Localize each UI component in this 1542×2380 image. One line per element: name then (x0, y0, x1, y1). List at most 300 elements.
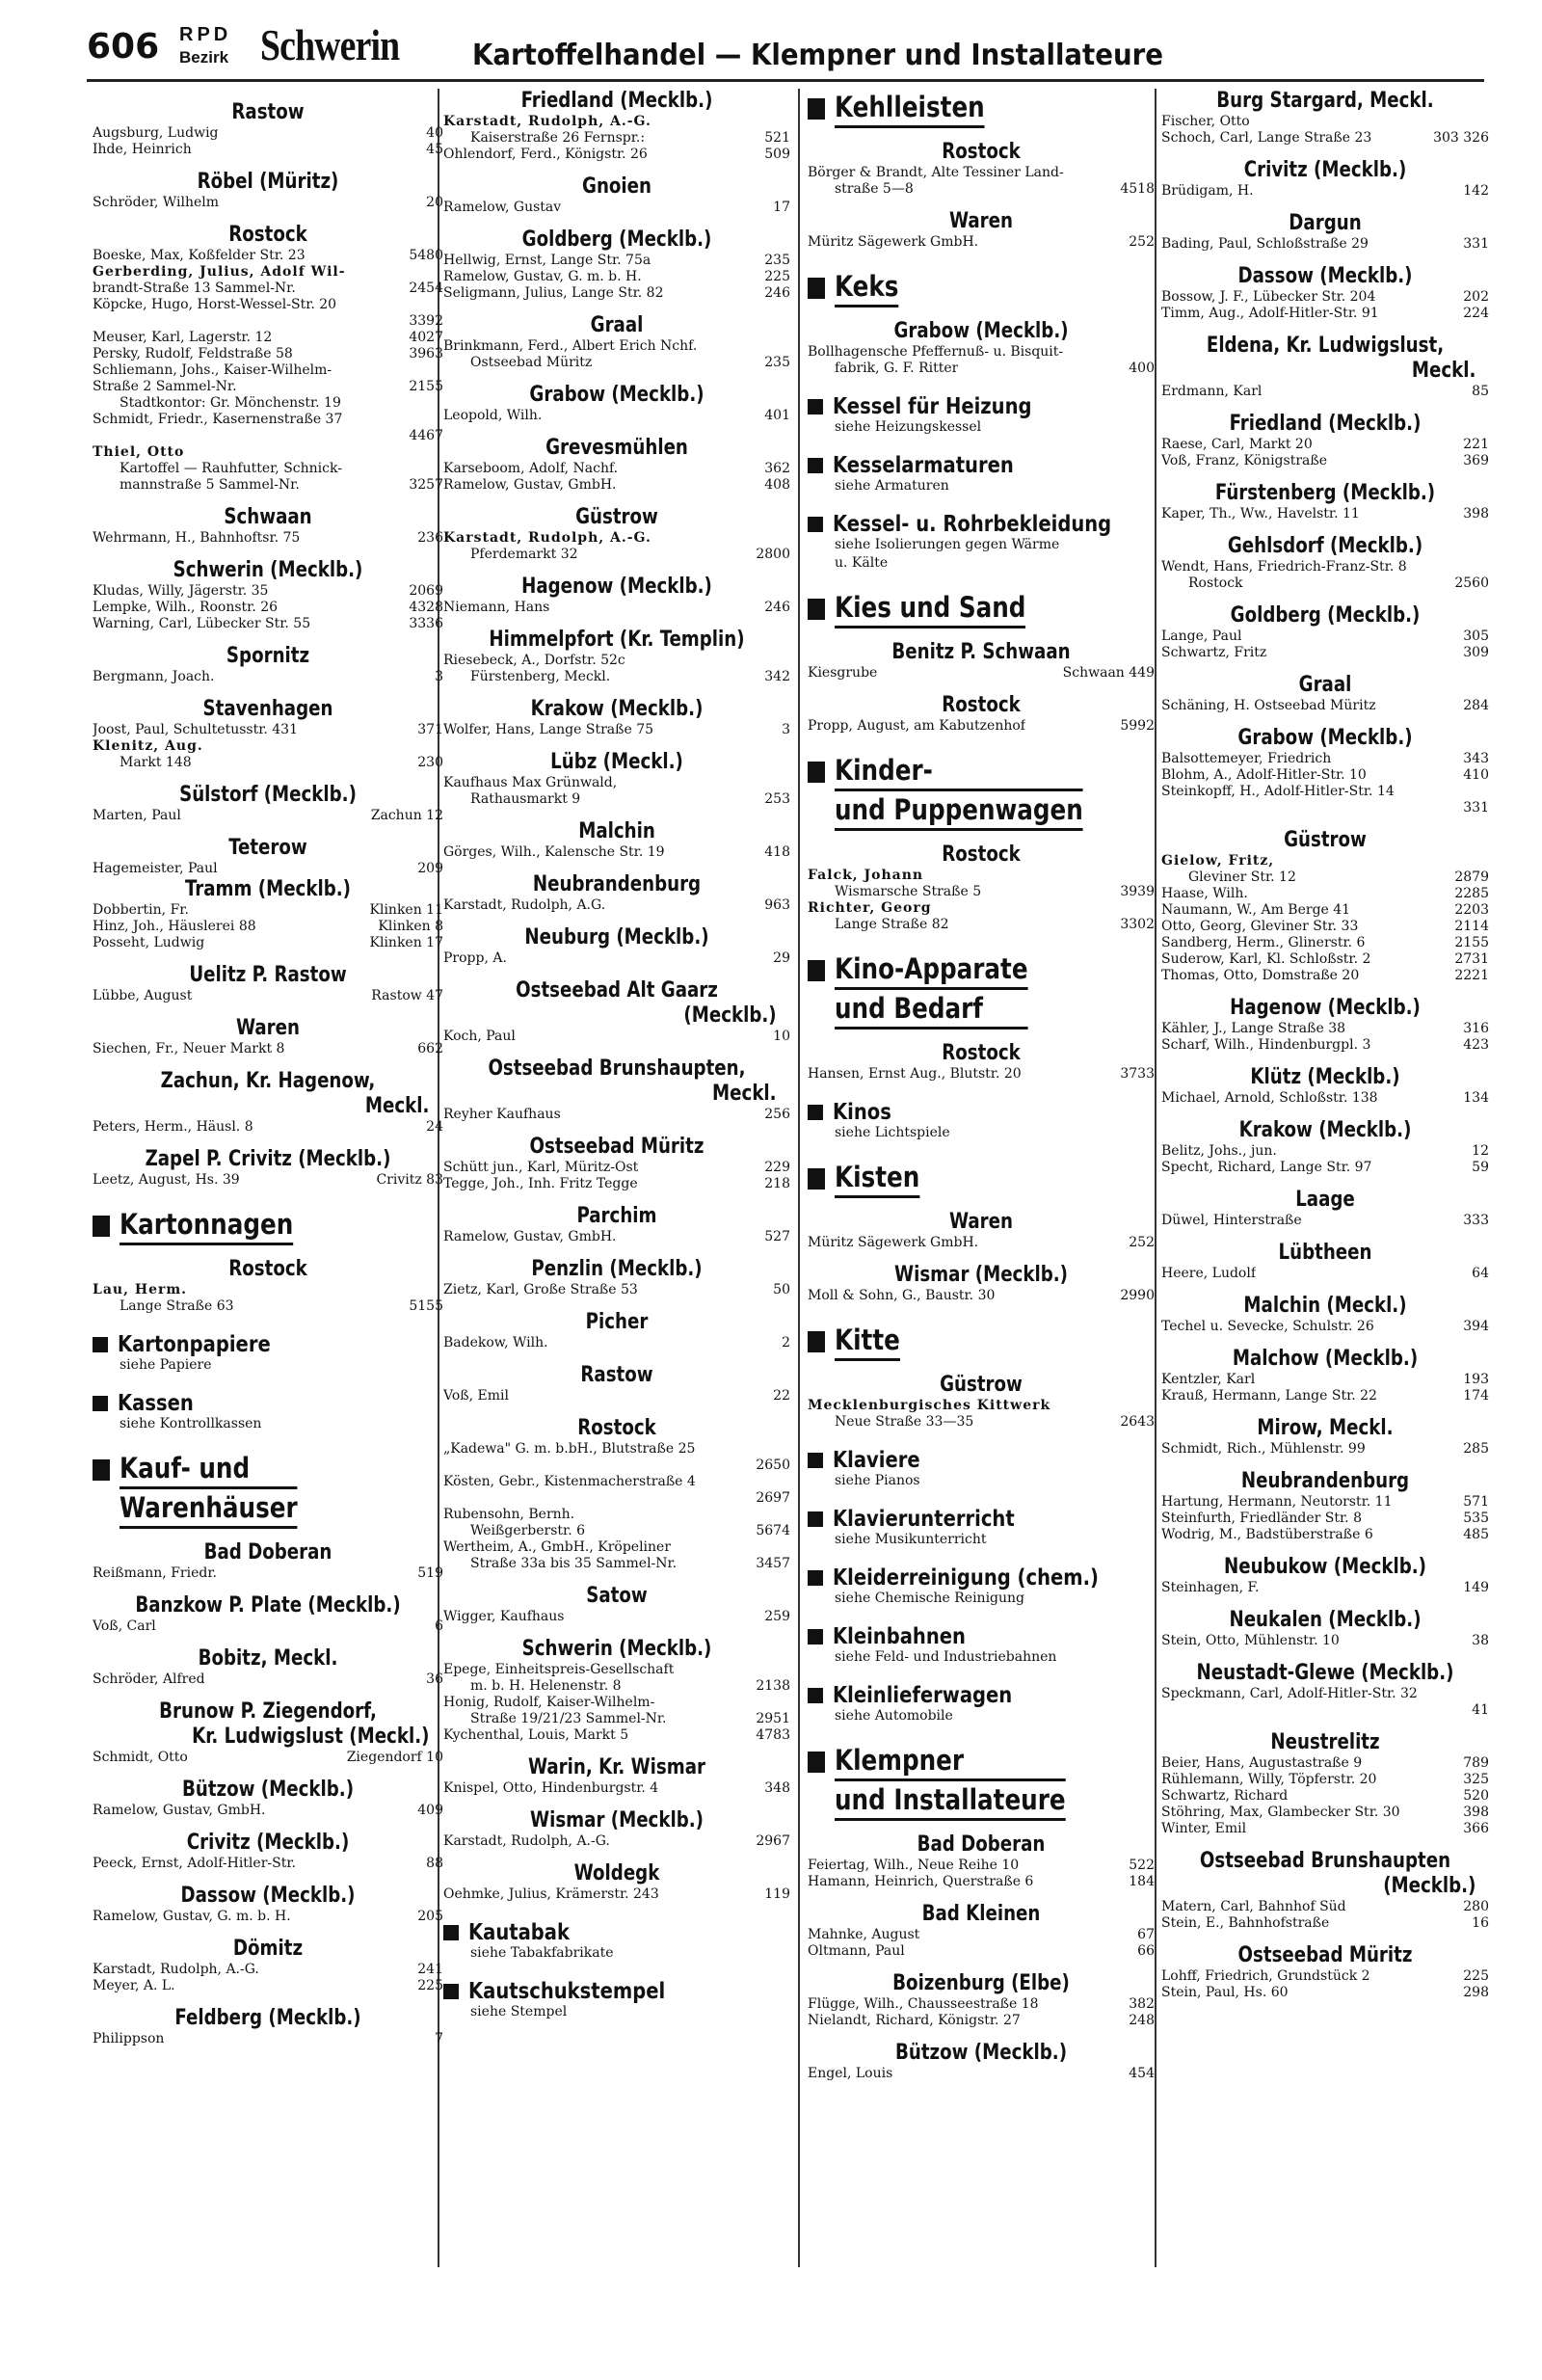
listing-row (93, 583, 443, 600)
locality-heading: Wismar (Mecklb.) (894, 1263, 1068, 1287)
category-heading (93, 1391, 443, 1416)
locality-heading: Rostock (228, 223, 307, 247)
category-bullet-icon (93, 1459, 110, 1481)
listing-number: 2454 (409, 281, 443, 296)
locality-heading: Stavenhagen (202, 697, 333, 721)
listing-row (93, 1172, 443, 1189)
category-heading (443, 1979, 790, 2004)
listing-number: 246 (764, 285, 790, 301)
listing-row (443, 1523, 790, 1539)
listing-row (1161, 1580, 1489, 1596)
listing-name: Börger & Brandt, Alte Tessiner Land- (808, 165, 1064, 180)
locality-heading: Himmelpfort (Kr. Templin) (489, 628, 745, 652)
category-bullet-icon (808, 1511, 823, 1527)
listing-name: Ramelow, Gustav, GmbH. (443, 477, 617, 493)
locality-heading: Rostock (942, 1041, 1021, 1065)
listing-name: Schwartz, Richard (1161, 1788, 1289, 1804)
listing-number: 174 (1463, 1388, 1489, 1404)
listing-name: Düwel, Hinterstraße (1161, 1213, 1302, 1228)
listing-number: Zachun 12 (370, 808, 443, 823)
locality-heading: Bobitz, Meckl. (198, 1646, 338, 1671)
listing-number: 2879 (1454, 869, 1489, 885)
listing-row (1161, 853, 1489, 869)
listing-name: Karstadt, Rudolph, A.-G. (93, 1962, 259, 1977)
listing-name: Steinkopff, H., Adolf-Hitler-Str. 14 (1161, 784, 1395, 799)
listing-name: Flügge, Wilh., Chausseestraße 18 (808, 1996, 1039, 2012)
category-heading (93, 1206, 443, 1245)
category-title (835, 1322, 900, 1361)
locality-heading: Burg Stargard, Meckl. (1216, 89, 1434, 113)
listing-row (443, 338, 790, 355)
locality-heading-cont: (Mecklb.) (1383, 1874, 1476, 1898)
listing-name: Kiesgrube (808, 665, 878, 681)
listing-number: 519 (417, 1565, 443, 1581)
listing-name: Niemann, Hans (443, 600, 550, 615)
locality-heading-cont: Meckl. (712, 1082, 777, 1106)
listing-name: Kaufhaus Max Grünwald, (443, 775, 618, 790)
locality-heading: Eldena, Kr. Ludwigslust, (1206, 334, 1445, 358)
category-title-line: und Installateure (835, 1781, 1066, 1821)
locality-heading: Krakow (Mecklb.) (1238, 1118, 1412, 1142)
listing-row (443, 775, 790, 791)
listing-name: Haase, Wilh. (1161, 886, 1248, 901)
listing-number: 305 (1463, 628, 1489, 644)
listing-row (443, 1695, 790, 1711)
locality-heading: Hagenow (Mecklb.) (1230, 996, 1421, 1020)
listing-number: 2990 (1120, 1288, 1155, 1303)
locality-heading: Güstrow (575, 505, 658, 529)
locality-heading: Neustadt-Glewe (Mecklb.) (1196, 1661, 1454, 1685)
listing-name: Ramelow, Gustav, GmbH. (93, 1803, 266, 1818)
category-title (120, 1206, 293, 1245)
listing-row (1161, 236, 1489, 253)
listing-row (443, 200, 790, 216)
listing-name: Propp, August, am Kabutzenhof (808, 718, 1025, 734)
listing-number: 4027 (409, 330, 443, 345)
category-title (833, 1448, 920, 1473)
listing-name: Specht, Richard, Lange Str. 97 (1161, 1160, 1372, 1175)
listing-row (93, 1750, 443, 1766)
listing-row (808, 2066, 1155, 2082)
district-title: Schwerin (260, 20, 400, 69)
listing-name: Bading, Paul, Schloßstraße 29 (1161, 236, 1369, 252)
listing-number: 16 (1472, 1915, 1489, 1931)
listing-row (443, 114, 790, 130)
listing-number: 285 (1463, 1441, 1489, 1457)
listing-name: Markt 148 (120, 755, 192, 770)
listing-row (93, 2031, 443, 2047)
category-title (468, 1979, 665, 2004)
listing-row (443, 791, 790, 808)
listing-name: Gerberding, Julius, Adolf Wil- (93, 264, 346, 280)
locality-heading: Banzkow P. Plate (Mecklb.) (135, 1593, 401, 1618)
see-reference: siehe Musikunterricht (835, 1532, 987, 1547)
listing-row (1161, 951, 1489, 968)
see-reference: siehe Isolierungen gegen Wärme (835, 537, 1060, 552)
listing-number: 342 (764, 669, 790, 684)
listing-name: Straße 2 Sammel-Nr. (93, 379, 237, 394)
listing-number: 149 (1463, 1580, 1489, 1595)
listing-name: Görges, Wilh., Kalensche Str. 19 (443, 844, 665, 860)
listing-row (443, 285, 790, 302)
listing-row (443, 1662, 790, 1678)
listing-name: Bossow, J. F., Lübecker Str. 204 (1161, 289, 1376, 305)
listing-number: 218 (764, 1176, 790, 1191)
listing-name: Suderow, Karl, Kl. Schloßstr. 2 (1161, 951, 1371, 967)
listing-name: Thomas, Otto, Domstraße 20 (1161, 968, 1360, 983)
locality-heading: Malchin (Meckl.) (1243, 1294, 1407, 1318)
listing-name: Kartoffel — Rauhfutter, Schnick- (120, 461, 342, 476)
listing-number: 253 (764, 791, 790, 807)
category-title-line: Kehlleisten (835, 89, 985, 128)
listing-row (443, 1711, 790, 1727)
listing-number: 2285 (1454, 886, 1489, 901)
listing-name: Beier, Hans, Augustastraße 9 (1161, 1755, 1363, 1771)
listing-name: Belitz, Johs., jun. (1161, 1143, 1277, 1159)
listing-row (443, 1160, 790, 1176)
category-title (835, 1742, 1066, 1821)
listing-number: Klinken 17 (369, 935, 443, 950)
listing-row (1161, 1143, 1489, 1160)
listing-row (1161, 1527, 1489, 1543)
listing-row (443, 1556, 790, 1572)
category-title-line: Kinos (833, 1100, 891, 1125)
locality-heading: Fürstenberg (Mecklb.) (1214, 481, 1436, 505)
listing-number: 3302 (1120, 917, 1155, 932)
listing-row (93, 738, 443, 755)
listing-number: 2560 (1454, 575, 1489, 591)
listing-number: 394 (1463, 1319, 1489, 1334)
listing-row (1161, 1633, 1489, 1649)
listing-row (93, 1803, 443, 1819)
locality-heading: Boizenburg (Elbe) (892, 1971, 1070, 1995)
locality-heading: Gnoien (582, 174, 651, 199)
locality-heading: Teterow (228, 836, 307, 860)
listing-row (1161, 919, 1489, 935)
category-title-line: und Puppenwagen (835, 791, 1083, 831)
listing-name: brandt-Straße 13 Sammel-Nr. (93, 281, 296, 296)
listing-number: 36 (426, 1671, 443, 1687)
listing-row (443, 253, 790, 269)
category-bullet-icon (808, 1453, 823, 1468)
listing-row (443, 269, 790, 285)
locality-heading: Schwerin (Mecklb.) (521, 1637, 712, 1661)
listing-name: Schäning, H. Ostseebad Müritz (1161, 698, 1376, 713)
locality-heading: Ostseebad Brunshaupten (1199, 1849, 1451, 1873)
listing-number: 221 (1463, 437, 1489, 452)
listing-number: 2967 (756, 1833, 790, 1849)
category-title (833, 1100, 891, 1125)
listing-number: 348 (764, 1780, 790, 1796)
listing-number: 205 (417, 1909, 443, 1924)
category-bullet-icon (93, 1216, 110, 1237)
listing-name: Oltmann, Paul (808, 1943, 905, 1959)
listing-row (808, 1858, 1155, 1874)
listing-row (1161, 1319, 1489, 1335)
category-title-line: Kino-Apparate (835, 950, 1028, 990)
listing-number: 366 (1463, 1821, 1489, 1836)
category-heading (808, 950, 1155, 1030)
listing-row (443, 653, 790, 669)
locality-heading: Warin, Kr. Wismar (528, 1755, 705, 1779)
listing-name: Hansen, Ernst Aug., Blutstr. 20 (808, 1066, 1022, 1082)
listing-row (443, 1833, 790, 1850)
category-title-line: und Bedarf (835, 990, 1028, 1030)
locality-heading: Brunow P. Ziegendorf, (159, 1699, 377, 1724)
listing-number: 3733 (1120, 1066, 1155, 1082)
listing-row (808, 361, 1155, 377)
listing-name: Pferdemarkt 32 (470, 547, 578, 562)
category-title-line: Kesselarmaturen (833, 453, 1014, 478)
listing-name: Weißgerberstr. 6 (470, 1523, 586, 1538)
listing-number: 230 (417, 755, 443, 770)
listing-row (93, 1565, 443, 1582)
listing-number: 20 (426, 195, 443, 210)
listing-name: Richter, Georg (808, 900, 932, 916)
listing-row (443, 1388, 790, 1404)
listing-name: Joost, Paul, Schultetusstr. 431 (93, 722, 298, 737)
listing-number: 184 (1129, 1874, 1155, 1889)
listing-number: 202 (1463, 289, 1489, 305)
category-title-line: Kautabak (468, 1920, 570, 1945)
listing-number: 7 (435, 2031, 443, 2046)
listing-name: Straße 19/21/23 Sammel-Nr. (470, 1711, 667, 1726)
listing-name: Wertheim, A., GmbH., Kröpeliner (443, 1539, 672, 1555)
listing-row (443, 1229, 790, 1245)
listing-name: Boeske, Max, Koßfelder Str. 23 (93, 248, 306, 263)
listing-row (808, 1414, 1155, 1431)
category-title-line: Kleinlieferwagen (833, 1683, 1013, 1708)
listing-number: 64 (1472, 1266, 1489, 1281)
listing-name: Epege, Einheitspreis-Gesellschaft (443, 1662, 675, 1677)
listing-number: 4467 (409, 428, 443, 443)
listing-row (808, 165, 1155, 181)
category-title-line: Kessel für Heizung (833, 394, 1032, 419)
listing-name: Sandberg, Herm., Glinerstr. 6 (1161, 935, 1366, 950)
listing-number: 3 (782, 722, 790, 737)
listing-number: 520 (1463, 1788, 1489, 1804)
category-bullet-icon (808, 1688, 823, 1703)
listing-name: Krauß, Hermann, Lange Str. 22 (1161, 1388, 1377, 1404)
locality-heading: Waren (949, 209, 1013, 233)
listing-row (443, 844, 790, 861)
category-heading (808, 1565, 1155, 1591)
listing-number: 398 (1463, 1805, 1489, 1820)
listing-name: Scharf, Wilh., Hindenburgpl. 3 (1161, 1037, 1371, 1053)
category-bullet-icon (808, 399, 823, 414)
locality-heading: Gehlsdorf (Mecklb.) (1227, 534, 1423, 558)
listing-row (93, 264, 443, 281)
listing-number: 509 (764, 147, 790, 162)
listing-name: Hagemeister, Paul (93, 861, 218, 876)
listing-number: 527 (764, 1229, 790, 1244)
listing-number: 333 (1463, 1213, 1489, 1228)
listing-number: 209 (417, 861, 443, 876)
listing-row (93, 1041, 443, 1057)
see-reference: siehe Armaturen (835, 478, 949, 494)
listing-name: Knispel, Otto, Hindenburgstr. 4 (443, 1780, 659, 1796)
listing-row (1161, 1372, 1489, 1388)
listing-row (1161, 437, 1489, 453)
listing-name: Techel u. Sevecke, Schulstr. 26 (1161, 1319, 1374, 1334)
listing-number: 284 (1463, 698, 1489, 713)
listing-number: 298 (1463, 1985, 1489, 2000)
listing-row (93, 902, 443, 919)
listing-name: Badekow, Wilh. (443, 1335, 548, 1350)
listing-name: Lange, Paul (1161, 628, 1242, 644)
listing-number: 409 (417, 1803, 443, 1818)
listing-number: 2155 (1454, 935, 1489, 950)
listing-number: 5480 (409, 248, 443, 263)
listing-name: Schröder, Alfred (93, 1671, 205, 1687)
category-heading (93, 1450, 443, 1529)
locality-heading: Rastow (580, 1363, 653, 1387)
listing-name: Fürstenberg, Meckl. (470, 669, 611, 684)
locality-heading: Tramm (Mecklb.) (185, 877, 351, 901)
category-title (833, 394, 1032, 419)
listing-row (808, 868, 1155, 884)
listing-row (1161, 575, 1489, 592)
locality-heading: Crivitz (Mecklb.) (186, 1831, 350, 1855)
listing-name: Persky, Rudolf, Feldstraße 58 (93, 346, 293, 361)
listing-row (1161, 902, 1489, 919)
listing-row (93, 616, 443, 632)
locality-heading: Crivitz (Mecklb.) (1243, 158, 1407, 182)
listing-name: Kaiserstraße 26 Fernspr.: (470, 130, 646, 146)
listing-number: 12 (1472, 1143, 1489, 1159)
locality-heading-cont: Meckl. (1411, 359, 1476, 383)
listing-name: Dobbertin, Fr. (93, 902, 189, 918)
listing-number: 67 (1137, 1927, 1155, 1942)
listing-number: 252 (1129, 1235, 1155, 1250)
listing-row (93, 988, 443, 1004)
locality-heading: Grevesmühlen (545, 436, 688, 460)
listing-number: 410 (1463, 767, 1489, 783)
column-1 (93, 89, 443, 2047)
listing-number: 248 (1129, 2013, 1155, 2028)
locality-heading: Neubrandenburg (532, 872, 702, 896)
category-bullet-icon (808, 98, 825, 120)
listing-row (1161, 968, 1489, 984)
listing-number: 369 (1463, 453, 1489, 468)
listing-row (443, 950, 790, 967)
category-heading (808, 589, 1155, 628)
listing-number: 454 (1129, 2066, 1155, 2081)
category-title-line: Kessel- u. Rohrbekleidung (833, 512, 1112, 537)
listing-row (808, 1874, 1155, 1890)
category-heading (808, 89, 1155, 128)
category-title (118, 1391, 194, 1416)
locality-heading: Graal (590, 313, 644, 337)
category-heading (808, 1742, 1155, 1821)
listing-number: 3392 (409, 313, 443, 329)
listing-name: m. b. H. Helenenstr. 8 (470, 1678, 622, 1694)
category-heading (808, 1322, 1155, 1361)
category-bullet-icon (808, 458, 823, 473)
locality-heading: Bützow (Mecklb.) (894, 2041, 1068, 2065)
category-bullet-icon (93, 1396, 108, 1411)
locality-heading: Malchin (578, 819, 655, 843)
locality-heading: Mirow, Meckl. (1257, 1416, 1394, 1440)
listing-name: Steinhagen, F. (1161, 1580, 1260, 1595)
listing-row (443, 1457, 790, 1474)
listing-number: 343 (1463, 751, 1489, 766)
listing-name: Matern, Carl, Bahnhof Süd (1161, 1899, 1346, 1914)
locality-heading: Neuburg (Mecklb.) (524, 925, 709, 949)
listing-number: 401 (764, 408, 790, 423)
listing-name: Mahnke, August (808, 1927, 920, 1942)
listing-row (1161, 751, 1489, 767)
listing-name: Schwartz, Fritz (1161, 645, 1267, 660)
listing-number: 3457 (756, 1556, 790, 1571)
see-reference: siehe Lichtspiele (835, 1125, 950, 1140)
listing-row (93, 935, 443, 951)
locality-heading: Lübz (Meckl.) (550, 750, 683, 774)
listing-number: 235 (764, 355, 790, 370)
category-title-line: Kartonpapiere (118, 1332, 271, 1357)
listing-name: Karstadt, Rudolph, A.G. (443, 897, 606, 913)
listing-row (1161, 1915, 1489, 1932)
listing-row (93, 1282, 443, 1298)
listing-name: Tegge, Joh., Inh. Fritz Tegge (443, 1176, 638, 1191)
listing-name: Kösten, Gebr., Kistenmacherstraße 4 (443, 1474, 696, 1489)
locality-heading: Parchim (576, 1204, 657, 1228)
listing-row (93, 362, 443, 379)
locality-heading-cont: Kr. Ludwigslust (Meckl.) (192, 1725, 430, 1749)
category-title-line: Kautschukstempel (468, 1979, 666, 2004)
listing-name: Engel, Louis (808, 2066, 893, 2081)
listing-name: Schütt jun., Karl, Müritz-Ost (443, 1160, 639, 1175)
locality-heading: Rastow (231, 100, 305, 124)
listing-row (93, 346, 443, 362)
category-bullet-icon (808, 599, 825, 620)
listing-row (1161, 767, 1489, 784)
listing-number: 246 (764, 600, 790, 615)
category-heading (808, 512, 1155, 537)
listing-number: 408 (764, 477, 790, 493)
listing-number: 236 (417, 530, 443, 546)
locality-heading: Ostseebad Brunshaupten, (488, 1056, 746, 1081)
listing-name: Philippson (93, 2031, 165, 2046)
category-title (835, 89, 985, 128)
listing-name: Kludas, Willy, Jägerstr. 35 (93, 583, 269, 599)
listing-name: Rühlemann, Willy, Töpferstr. 20 (1161, 1772, 1377, 1787)
listing-row (808, 181, 1155, 198)
listing-name: Lohff, Friedrich, Grundstück 2 (1161, 1968, 1370, 1984)
listing-name: Peeck, Ernst, Adolf-Hitler-Str. (93, 1856, 296, 1871)
category-bullet-icon (808, 1570, 823, 1586)
locality-heading: Güstrow (1284, 828, 1367, 852)
listing-row (93, 669, 443, 685)
listing-row (93, 281, 443, 297)
listing-number: 325 (1463, 1772, 1489, 1787)
locality-heading: Neustrelitz (1270, 1730, 1380, 1754)
listing-name: Müritz Sägewerk GmbH. (808, 1235, 979, 1250)
listing-name: Steinfurth, Friedländer Str. 8 (1161, 1511, 1362, 1526)
listing-note: Stadtkontor: Gr. Mönchenstr. 19 (120, 395, 341, 411)
listing-name: Hartung, Hermann, Neutorstr. 11 (1161, 1494, 1393, 1510)
listing-name: Karseboom, Adolf, Nachf. (443, 461, 619, 476)
category-heading (808, 394, 1155, 419)
listing-row (808, 665, 1155, 682)
category-heading (808, 752, 1155, 831)
category-title-line: Warenhäuser (120, 1489, 298, 1529)
listing-row (1161, 1266, 1489, 1282)
listing-name: Winter, Emil (1161, 1821, 1247, 1836)
locality-heading-cont: Meckl. (364, 1094, 430, 1118)
listing-number: 2069 (409, 583, 443, 599)
see-reference: u. Kälte (835, 555, 889, 571)
